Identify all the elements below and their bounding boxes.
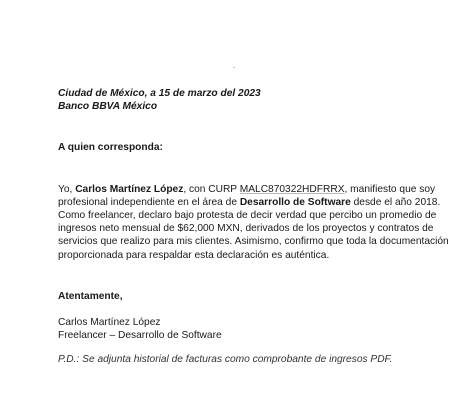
professional-field: Desarrollo de Software [239,196,351,208]
recipient-line: Banco BBVA México [58,101,158,113]
body-part2: , manifiesto que soy profesional independiente en el área de [58,183,436,208]
closing: Atentamente, [58,290,123,302]
body-paragraph [58,183,450,262]
salutation: A quien corresponda: [58,142,163,154]
body-intro: Yo, [58,183,76,195]
header-mark: . [233,61,236,70]
body-part3: desde el año 2018. Como freelancer, declaro bajo protesta de decir verdad que percibo un promedio de ingresos neto mensual de $62,000 MXN, derivados de los proyectos y contratos de servicios que realizo para mis clientes. Asimismo, confirmo que toda la documentación proporcionada para respaldar esta declaración es auténtica. [58,196,449,261]
curp-prefix: , con CURP [183,183,240,195]
signer-block [58,316,450,342]
signer-title: Freelancer – Desarrollo de Software [58,330,222,342]
date-line: Ciudad de México, a 15 de marzo del 2023 [58,88,261,99]
curp-value: MALC870322HDFRRX [239,183,345,195]
postscript: P.D.: Se adjunta historial de facturas como comprobante de ingresos PDF. [58,354,393,366]
date-recipient-block [58,87,450,113]
letter-body [58,87,450,367]
signer-name: Carlos Martínez López [58,317,161,329]
declarant-name: Carlos Martínez López [75,183,184,195]
